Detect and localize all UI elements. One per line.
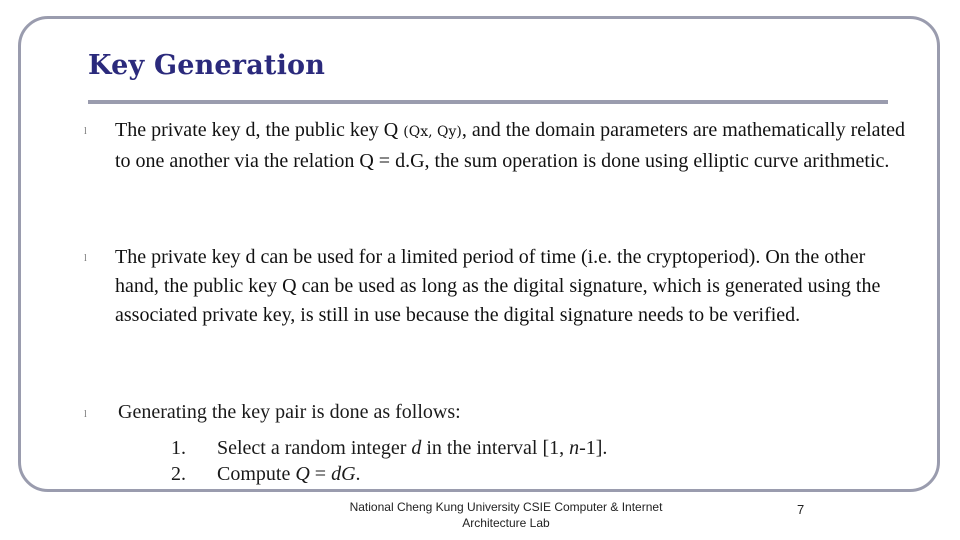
title-divider — [88, 100, 888, 104]
bullet-marker: l — [84, 253, 87, 264]
step-2-part-c: . — [355, 463, 361, 485]
step-2-number: 2. — [171, 463, 186, 485]
footer-text — [306, 499, 706, 531]
bullet-marker: l — [84, 409, 87, 420]
step-1-number: 1. — [171, 437, 186, 459]
bullet-2-text: The private key d can be used for a limited period of time (i.e. the cryptoperiod). On the other hand, the public key Q can be used as long as the digital signature, which is generated using the associated private key, is still in use because the digital signature needs to be verified. — [115, 246, 881, 326]
step-2-part-b: = — [309, 463, 332, 485]
bullet-1-coords: (Qx, Qy) — [403, 124, 462, 140]
slide-title: Key Generation — [88, 50, 326, 81]
step-2-var-dg: dG — [331, 463, 356, 485]
step-1-var-d: d — [411, 437, 422, 459]
bullet-1-text — [115, 116, 905, 176]
page-number: 7 — [797, 502, 805, 517]
step-1-var-n: n — [569, 437, 580, 459]
bullet-3-text: Generating the key pair is done as follows: — [118, 401, 461, 423]
step-2-text — [217, 463, 361, 486]
footer-line-2: Architecture Lab — [462, 516, 550, 530]
bullet-marker: l — [84, 126, 87, 137]
step-1-part-b: in the interval [1, — [421, 437, 570, 459]
step-1-text — [217, 437, 607, 460]
bullet-1-text-a: The private key d, the public key Q — [115, 119, 404, 141]
footer-line-1: National Cheng Kung University CSIE Computer & Internet — [349, 500, 663, 514]
bullet-1-text-b: , and the domain parameters are mathematically related to one another via the relation Q = d.G, the sum operation is done using elliptic curve arithmetic. — [115, 119, 905, 172]
step-2-part-a: Compute — [217, 463, 296, 485]
step-2-var-q: Q — [295, 463, 310, 485]
step-1-part-c: -1]. — [579, 437, 608, 459]
step-1-part-a: Select a random integer — [217, 437, 412, 459]
